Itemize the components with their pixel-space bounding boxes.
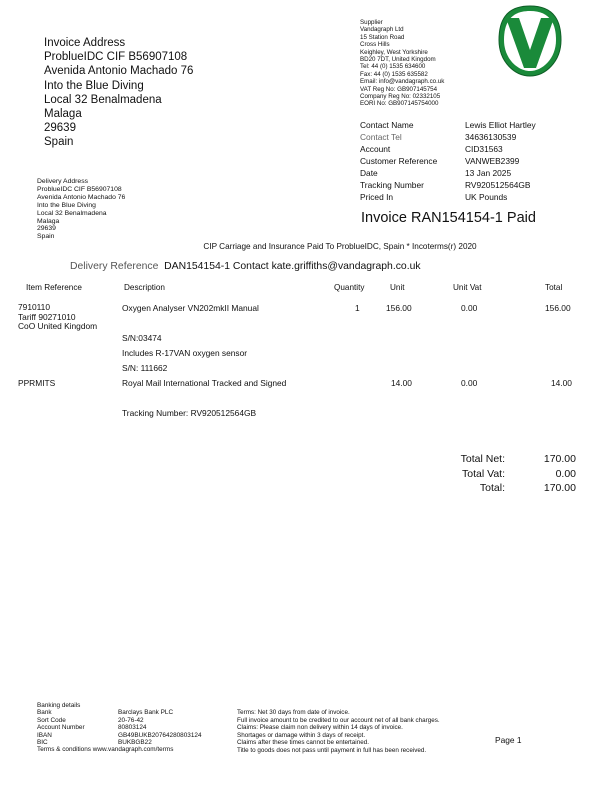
invoice-address-line: ProblueIDC CIF B56907108 bbox=[44, 51, 188, 64]
incoterms-line: CIP Carriage and Insurance Paid To ProblueIDC, Spain * Incoterms(r) 2020 bbox=[203, 242, 477, 251]
invoice-address-line: Into the Blue Diving bbox=[44, 79, 144, 92]
delivery-address-line: Malaga bbox=[37, 217, 60, 225]
contact-details bbox=[360, 119, 536, 203]
invoice-address-line: Malaga bbox=[44, 108, 82, 121]
terms-line: Title to goods does not pass until payment in full has been received. bbox=[237, 746, 427, 754]
supplier-block bbox=[360, 19, 444, 108]
banking-label: BIC bbox=[37, 739, 48, 747]
terms-line: Claims after these times cannot be entertained. bbox=[237, 739, 369, 747]
banking-row bbox=[37, 724, 202, 731]
total-label: Total: bbox=[479, 482, 505, 494]
banking-value: 80803124 bbox=[118, 724, 147, 732]
contact-row bbox=[360, 143, 536, 155]
supplier-line: EORI No: GB907145754000 bbox=[360, 100, 439, 108]
contact-row bbox=[360, 167, 536, 179]
contact-row bbox=[360, 131, 536, 143]
header-unit: Unit bbox=[390, 283, 405, 292]
contact-row bbox=[360, 119, 536, 131]
banking-label: Account Number bbox=[37, 724, 85, 732]
banking-row bbox=[37, 709, 202, 716]
total-value: 0.00 bbox=[555, 467, 576, 480]
total-row bbox=[420, 481, 576, 496]
delivery-address-line: ProblueIDC CIF B56907108 bbox=[37, 185, 122, 193]
delivery-address-line: Delivery Address bbox=[37, 178, 88, 185]
contact-label: Date bbox=[360, 168, 378, 178]
total-row bbox=[420, 467, 576, 482]
delivery-address-line: Spain bbox=[37, 233, 55, 241]
vandagraph-logo bbox=[497, 4, 563, 78]
supplier-line: Company Reg No: 02332105 bbox=[360, 93, 441, 101]
supplier-line: 15 Station Road bbox=[360, 33, 405, 41]
header-quantity: Quantity bbox=[334, 283, 365, 292]
row2-description: Royal Mail International Tracked and Signed bbox=[122, 378, 287, 388]
row2-description: Tracking Number: RV920512564GB bbox=[122, 408, 257, 418]
contact-value: Lewis Elliot Hartley bbox=[465, 120, 536, 130]
total-row bbox=[420, 452, 576, 467]
banking-row bbox=[37, 732, 202, 739]
payment-terms bbox=[237, 709, 440, 755]
invoice-address-line: 29639 bbox=[44, 122, 76, 135]
banking-row bbox=[37, 717, 202, 724]
row1-quantity: 1 bbox=[355, 303, 360, 313]
invoice-address bbox=[44, 36, 193, 150]
banking-label: Bank bbox=[37, 709, 52, 717]
delivery-reference-value: DAN154154-1 Contact kate.griffiths@vandagraph.co.uk bbox=[164, 261, 421, 272]
total-value: 170.00 bbox=[543, 453, 576, 465]
contact-label: Account bbox=[360, 144, 391, 154]
delivery-reference-label: Delivery Reference bbox=[70, 261, 159, 272]
contact-label: Tracking Number bbox=[360, 180, 424, 190]
contact-row bbox=[360, 155, 536, 167]
delivery-address-line: Avenida Antonio Machado 76 bbox=[37, 193, 126, 201]
delivery-reference bbox=[70, 261, 421, 272]
supplier-line: Tel: 44 (0) 1535 634600 bbox=[360, 63, 426, 71]
terms-conditions-link: Terms & conditions www.vandagraph.com/terms bbox=[37, 746, 174, 754]
invoice-address-line: Avenida Antonio Machado 76 bbox=[44, 65, 194, 78]
supplier-line: Cross Hills bbox=[360, 41, 390, 49]
row2-total: 14.00 bbox=[551, 378, 572, 388]
header-total: Total bbox=[545, 283, 563, 292]
banking-value: 20-76-42 bbox=[118, 716, 144, 724]
page-number: Page 1 bbox=[495, 735, 522, 745]
contact-value: VANWEB2399 bbox=[465, 156, 520, 166]
row1-description: Includes R-17VAN oxygen sensor bbox=[122, 348, 248, 358]
row1-unit-vat: 0.00 bbox=[461, 303, 478, 313]
terms-line: Terms: Net 30 days from date of invoice. bbox=[237, 709, 350, 716]
row1-item-reference bbox=[18, 303, 97, 332]
delivery-address-line: Into the Blue Diving bbox=[37, 201, 96, 209]
total-value: 170.00 bbox=[543, 482, 576, 494]
supplier-line: Keighley, West Yorkshire bbox=[360, 48, 428, 56]
banking-details bbox=[37, 702, 202, 754]
banking-label: IBAN bbox=[37, 731, 52, 739]
row2-unit: 14.00 bbox=[391, 378, 412, 388]
row1-unit: 156.00 bbox=[386, 303, 412, 313]
banking-value: Barclays Bank PLC bbox=[118, 709, 174, 717]
contact-value: UK Pounds bbox=[465, 192, 508, 202]
supplier-line: BD20 7DT, United Kingdom bbox=[360, 56, 436, 64]
row1-description: S/N:03474 bbox=[122, 333, 162, 343]
contact-label: Customer Reference bbox=[360, 156, 438, 166]
terms-line: Full invoice amount to be credited to our account net of all bank charges. bbox=[237, 716, 440, 724]
row2-unit-vat: 0.00 bbox=[461, 378, 478, 388]
banking-value: BUKBGB22 bbox=[118, 739, 152, 747]
banking-label: Sort Code bbox=[37, 716, 66, 724]
delivery-address-line: Local 32 Benalmadena bbox=[37, 209, 107, 217]
row2-item-reference: PPRMITS bbox=[18, 378, 56, 388]
supplier-line: Email: info@vandagraph.co.uk bbox=[360, 78, 445, 86]
banking-value: GB49BUKB20764280803124 bbox=[118, 731, 202, 739]
total-label: Total Vat: bbox=[462, 467, 505, 480]
banking-row bbox=[37, 739, 202, 746]
contact-value: CID31563 bbox=[465, 144, 503, 154]
invoice-address-line: Local 32 Benalmadena bbox=[44, 93, 162, 106]
invoice-address-line: Spain bbox=[44, 136, 74, 149]
contact-label: Priced In bbox=[360, 192, 394, 202]
delivery-address bbox=[37, 178, 125, 241]
row1-total: 156.00 bbox=[545, 303, 571, 313]
contact-row bbox=[360, 179, 536, 191]
ref-line: 7910110 bbox=[18, 302, 50, 312]
supplier-line: Vandagraph Ltd bbox=[360, 26, 404, 34]
row1-description: Oxygen Analyser VN202mkII Manual bbox=[122, 303, 259, 313]
totals-block bbox=[420, 452, 576, 496]
invoice-title: Invoice RAN154154-1 Paid bbox=[361, 210, 536, 226]
header-description: Description bbox=[124, 283, 165, 292]
ref-line: Tariff 90271010 bbox=[18, 311, 76, 322]
delivery-address-line: 29639 bbox=[37, 225, 56, 233]
terms-line: Claims: Please claim non delivery within 14 days of invoice. bbox=[237, 724, 403, 732]
contact-row bbox=[360, 191, 536, 203]
contact-value: RV920512564GB bbox=[465, 180, 531, 190]
supplier-line: Supplier bbox=[360, 19, 383, 26]
total-label: Total Net: bbox=[460, 453, 505, 465]
invoice-address-line: Invoice Address bbox=[44, 37, 126, 49]
ref-line: CoO United Kingdom bbox=[18, 321, 98, 332]
contact-value: 34636130539 bbox=[465, 132, 517, 142]
terms-line: Shortages or damage within 3 days of receipt. bbox=[237, 731, 366, 739]
row1-description: S/N: 111662 bbox=[122, 363, 168, 373]
supplier-line: Fax: 44 (0) 1535 635582 bbox=[360, 70, 428, 78]
header-item-reference: Item Reference bbox=[26, 283, 82, 292]
header-unit-vat: Unit Vat bbox=[453, 283, 482, 292]
contact-value: 13 Jan 2025 bbox=[465, 168, 512, 178]
supplier-line: VAT Reg No: GB907145754 bbox=[360, 85, 438, 93]
contact-label: Contact Name bbox=[360, 120, 414, 130]
banking-title: Banking details bbox=[37, 702, 81, 709]
contact-label: Contact Tel bbox=[360, 132, 402, 142]
